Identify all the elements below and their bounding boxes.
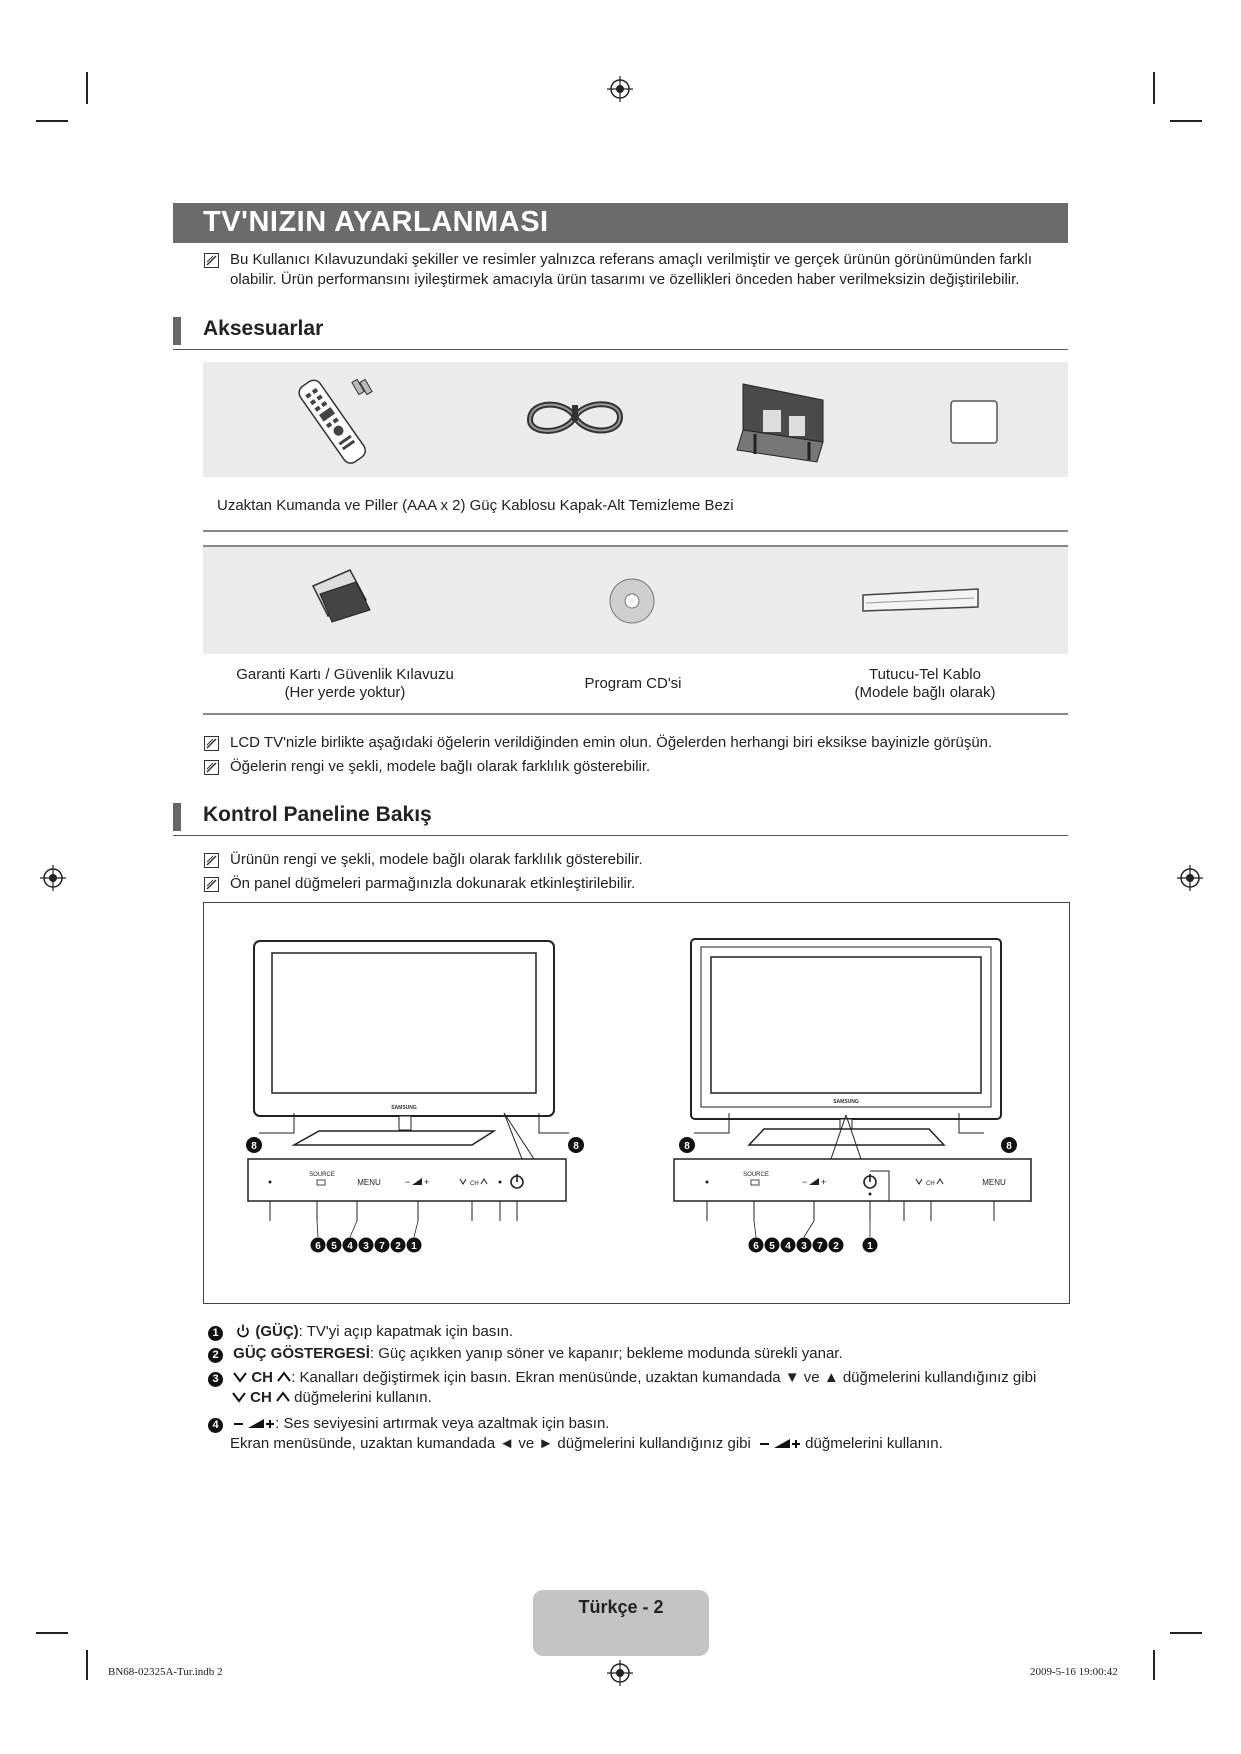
- callout-4: 4: [208, 1418, 223, 1433]
- crop-mark: [86, 72, 88, 104]
- callout-4: 4: [785, 1241, 791, 1252]
- accessories-row1-caption: Uzaktan Kumanda ve Piller (AAA x 2) Güç Kablosu Kapak-Alt Temizleme Bezi: [217, 497, 734, 514]
- callout-2: 2: [395, 1241, 401, 1252]
- callout-2: 2: [208, 1348, 223, 1363]
- callout-3: 3: [208, 1372, 223, 1387]
- warranty-card-icon: [308, 566, 373, 624]
- desc-bold: GÜÇ GÖSTERGESİ: [233, 1345, 370, 1362]
- desc-item-4: [208, 1414, 1068, 1454]
- crop-mark: [1153, 1650, 1155, 1680]
- cover-bottom-icon: [735, 382, 830, 464]
- note-icon: [204, 253, 219, 268]
- control-panel-diagram: [203, 902, 1070, 1304]
- callout-1: 1: [867, 1241, 873, 1252]
- registration-mark-icon: [40, 865, 66, 891]
- source-label: SOURCE: [309, 1172, 335, 1178]
- callout-3: 3: [801, 1241, 807, 1252]
- registration-mark-icon: [1177, 865, 1203, 891]
- section-heading: Kontrol Paneline Bakış: [203, 803, 432, 826]
- tv-brand-label: SAMSUNG: [391, 1105, 417, 1111]
- section-control-panel: [173, 799, 1068, 836]
- menu-label: MENU: [982, 1178, 1006, 1187]
- caption-line: Tutucu-Tel Kablo: [868, 666, 981, 683]
- cleaning-cloth-icon: [948, 398, 1000, 446]
- section-bar: [173, 803, 181, 831]
- divider: [203, 530, 1068, 532]
- callout-8: 8: [684, 1141, 690, 1152]
- tv-left: [246, 941, 584, 1253]
- callout-6: 6: [753, 1241, 759, 1252]
- registration-mark-icon: [607, 76, 633, 102]
- chevron-up-icon: [277, 1371, 291, 1383]
- page-number-tab: [533, 1590, 709, 1656]
- source-label: SOURCE: [743, 1172, 769, 1178]
- note-icon: [204, 760, 219, 775]
- crop-mark: [1170, 120, 1202, 122]
- callout-6: 6: [315, 1241, 321, 1252]
- ch-label: CH: [926, 1181, 935, 1187]
- callout-1: 1: [208, 1326, 223, 1341]
- intro-note: Bu Kullanıcı Kılavuzundaki şekiller ve resimler yalnızca referans amaçlı verilmiştir ve gerçek ürünün görünümünden farklı olabilir. Ürün performansını iyileştirmek amacıyla ürün tasarımı ve özellikleri önceden haber verilmeksizin değiştirilebilir.: [230, 251, 1033, 288]
- page-number: Türkçe - 2: [578, 1597, 664, 1617]
- note-icon: [204, 853, 219, 868]
- crop-mark: [36, 1632, 68, 1634]
- caption-line: (Modele bağlı olarak): [854, 684, 996, 701]
- program-cd-icon: [607, 576, 657, 626]
- page-title: TV'NIZIN AYARLANMASI: [203, 206, 549, 238]
- caption-line: Garanti Kartı / Güvenlik Kılavuzu: [236, 666, 454, 683]
- desc-text: düğmelerini kullanın.: [801, 1435, 943, 1452]
- callout-4: 4: [347, 1241, 353, 1252]
- accessories-note: Öğelerin rengi ve şekli, modele bağlı olarak farklılık gösterebilir.: [230, 758, 651, 775]
- volume-icon: [233, 1416, 275, 1430]
- desc-text: : Kanalları değiştirmek için basın. Ekran menüsünde, uzaktan kumandada ▼ ve ▲ düğmelerini kullandığınız gibi: [291, 1369, 1037, 1386]
- timestamp-slug: 2009-5-16 19:00:42: [1030, 1666, 1118, 1678]
- crop-mark: [1170, 1632, 1202, 1634]
- crop-mark: [1153, 72, 1155, 104]
- volume-icon: [759, 1436, 801, 1450]
- desc-text: düğmelerini kullanın.: [290, 1389, 432, 1406]
- caption-line: Program CD'si: [584, 675, 682, 692]
- callout-1: 1: [411, 1241, 417, 1252]
- file-slug: BN68-02325A-Tur.indb 2: [108, 1666, 223, 1678]
- holder-wire-caption: [810, 666, 1040, 702]
- desc-continuation: [208, 1434, 1068, 1454]
- power-icon: [235, 1323, 251, 1339]
- crop-mark: [36, 120, 68, 122]
- chevron-down-icon: [232, 1391, 246, 1403]
- vol-minus-label: −: [405, 1177, 411, 1187]
- holder-wire-cable-icon: [858, 585, 983, 615]
- caption-line: (Her yerde yoktur): [284, 684, 406, 701]
- note-icon: [204, 736, 219, 751]
- control-panel-note: Ön panel düğmeleri parmağınızla dokunarak etkinleştirilebilir.: [230, 875, 636, 892]
- registration-mark-icon: [607, 1660, 633, 1686]
- desc-bold: (GÜÇ): [255, 1323, 299, 1340]
- vol-plus-label: +: [424, 1177, 430, 1187]
- remote-control-icon: [285, 372, 395, 470]
- accessories-note: LCD TV'nizle birlikte aşağıdaki öğelerin verildiğinden emin olun. Öğelerden herhangi biri eksikse bayinizle görüşün.: [230, 734, 993, 751]
- chevron-down-icon: [233, 1371, 247, 1383]
- power-cable-icon: [520, 395, 630, 440]
- program-cd-caption: [533, 675, 733, 693]
- callout-3: 3: [363, 1241, 369, 1252]
- vol-plus-label: +: [821, 1177, 827, 1187]
- desc-bold: CH: [250, 1389, 272, 1406]
- vol-minus-label: −: [802, 1177, 808, 1187]
- callout-7: 7: [379, 1241, 385, 1252]
- desc-text: : Güç açıkken yanıp söner ve kapanır; bekleme modunda sürekli yanar.: [369, 1345, 843, 1362]
- desc-text: Ekran menüsünde, uzaktan kumandada ◄ ve ► düğmelerini kullandığınız gibi: [230, 1435, 751, 1452]
- note-icon: [204, 877, 219, 892]
- ch-label: CH: [470, 1181, 479, 1187]
- tv-right: [674, 939, 1031, 1253]
- callout-8: 8: [251, 1141, 257, 1152]
- menu-label: MENU: [357, 1178, 381, 1187]
- section-accessories: [173, 313, 1068, 350]
- callout-5: 5: [769, 1241, 775, 1252]
- divider: [203, 713, 1068, 715]
- desc-continuation: [208, 1388, 1068, 1408]
- callout-8: 8: [1006, 1141, 1012, 1152]
- page-title-bar: [173, 203, 1068, 243]
- desc-item-1: [208, 1322, 1068, 1342]
- chevron-up-icon: [276, 1391, 290, 1403]
- desc-bold: CH: [251, 1369, 274, 1386]
- tv-brand-label: SAMSUNG: [833, 1099, 859, 1105]
- section-bar: [173, 317, 181, 345]
- warranty-card-caption: [210, 666, 480, 702]
- tv-diagram-svg: [204, 903, 1069, 1303]
- desc-text: : TV'yi açıp kapatmak için basın.: [298, 1323, 514, 1340]
- callout-5: 5: [331, 1241, 337, 1252]
- desc-item-2: [208, 1344, 1068, 1364]
- section-heading: Aksesuarlar: [203, 317, 324, 340]
- desc-item-3: [208, 1368, 1068, 1408]
- crop-mark: [86, 1650, 88, 1680]
- callout-2: 2: [833, 1241, 839, 1252]
- desc-text: : Ses seviyesini artırmak veya azaltmak için basın.: [275, 1415, 610, 1432]
- callout-7: 7: [817, 1241, 823, 1252]
- control-panel-note: Ürünün rengi ve şekli, modele bağlı olarak farklılık gösterebilir.: [230, 851, 643, 868]
- callout-8: 8: [573, 1141, 579, 1152]
